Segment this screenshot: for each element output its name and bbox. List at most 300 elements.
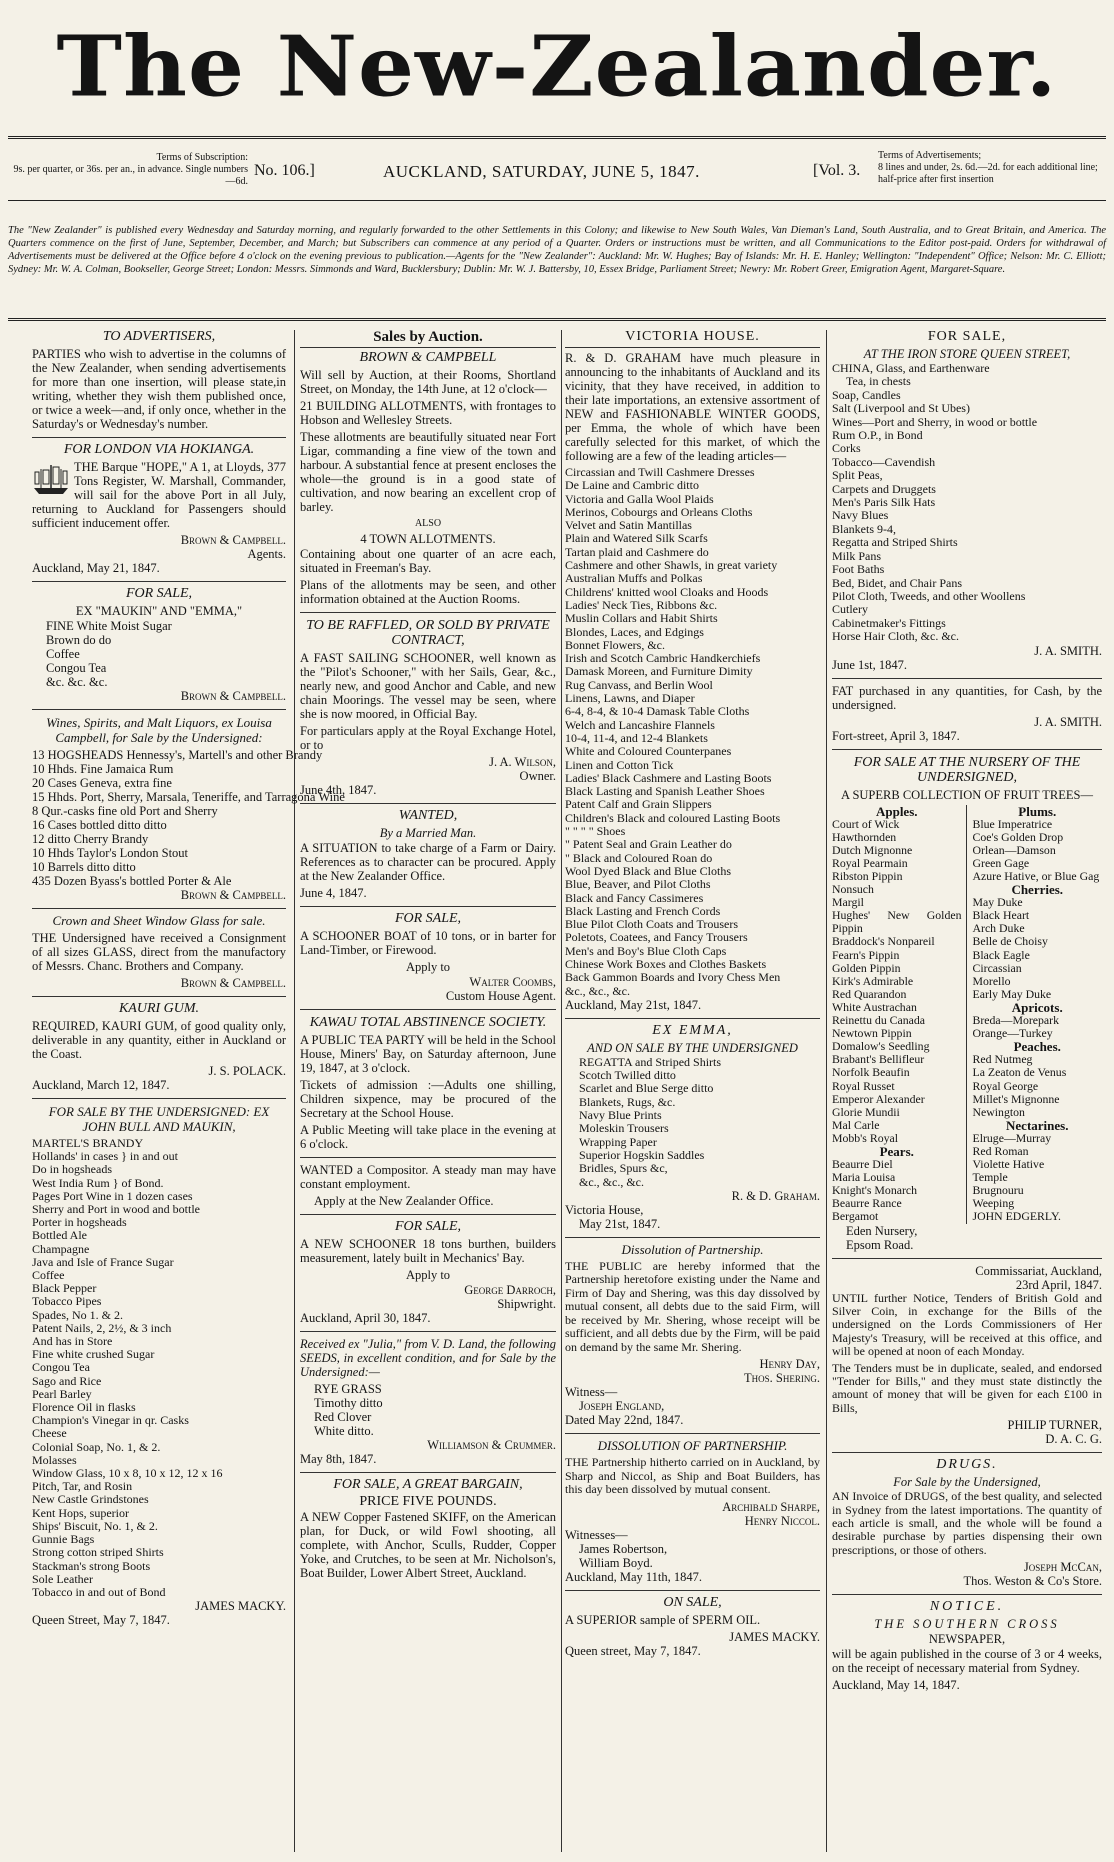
list-item: Belle de Choisy (972, 934, 1048, 949)
schooner-heading: FOR SALE, (394, 1219, 462, 1234)
list-item: Glorie Mundii (832, 1104, 900, 1119)
publication-notice: The "New Zealander" is published every Wednesday and Saturday morning, and regularly forwarded to the other Settlements in this Colony; and likewise to New South Wales, Van Dieman's Land, South Australia, and to Great Britain, and America. The Quarters commence on the first of June, September, December, and March; but Subscribers can commence at any period of a Quarter. Orders or instructions must be written, and all Communications to the Editor post-paid. Orders for withdrawal of Advertisements must be delivered at the Office before 4 o'clock on the evening previous to publication.—Agents for the "New Zealander": Auckland: Mr. W. Hughes; Bay of Islands: Mr. H. E. Hanley; Wellington: "Independent" Office; Nelson: Mr. C. Elliott; Sydney: Mr. W. A. Colman, Bookseller, George Street; London: Messrs. Simmonds and Ward, Bucklersbury; Dublin: Mr. W. J. Battersby, 10, Essex Bridge, Parliament Street; Newry: Mr. Robert Greer, Emigration Agent, Margaret-Square. (8, 225, 1106, 275)
schooner-signature: George Darroch, (464, 1283, 556, 1297)
list-item: Men's Paris Silk Hats (832, 495, 936, 510)
column-divider (294, 330, 295, 1852)
list-item: Tartan plaid and Cashmere do (565, 544, 709, 559)
iron-list (832, 362, 1102, 644)
list-item: Beaurre Rance (832, 1196, 902, 1211)
list-item: Moleskin Trousers (579, 1121, 669, 1136)
schooner-text: A NEW SCHOONER 18 tons burthen, builders measurement, lately built in Mechanics' Bay. (300, 1237, 556, 1265)
fruit-column-right (967, 805, 1103, 1224)
kauri-date: Auckland, March 12, 1847. (32, 1078, 170, 1092)
subscription-terms-title: Terms of Subscription: (156, 152, 248, 163)
list-item: Porter in hogsheads (32, 1215, 127, 1230)
list-item: Green Gage (972, 855, 1030, 870)
list-item: Ladies' Black Cashmere and Lasting Boots (565, 770, 772, 785)
nursery-road: Epsom Road. (846, 1237, 914, 1252)
list-item: Tea, in chests (846, 374, 911, 389)
list-item: Tobacco—Cavendish (832, 454, 936, 469)
list-item: Bed, Bidet, and Chair Pans (832, 575, 962, 590)
list-item: Morello (972, 973, 1011, 988)
list-item: Tobacco in and out of Bond (32, 1584, 166, 1599)
glass-heading: Crown and Sheet Window Glass for sale. (52, 913, 266, 928)
commissariat-heading: Commissariat, Auckland, (975, 1263, 1102, 1278)
drugs-store: Thos. Weston & Co's Store. (963, 1574, 1102, 1589)
fat-signature: J. A. SMITH. (1034, 714, 1102, 729)
list-item: Patent Nails, 2, 2½, & 3 inch (32, 1320, 172, 1335)
list-item: Congou Tea (32, 1360, 90, 1375)
list-item: Royal Russet (832, 1078, 895, 1093)
list-item: Orlean—Damson (972, 842, 1056, 857)
raffle-heading: TO BE RAFFLED, OR SOLD BY PRIVATE CONTRACT, (306, 618, 550, 648)
advertisement-terms-text: 8 lines and under, 2s. 6d.—2d. for each additional line; half-price after first insertion (878, 162, 1098, 185)
list-item: Elruge—Murray (972, 1130, 1052, 1145)
bull-date: Queen Street, May 7, 1847. (32, 1613, 170, 1628)
dissolution-heading: Dissolution of Partnership. (621, 1241, 764, 1257)
apricots-heading: Apricots. (1011, 999, 1063, 1015)
list-item: Blue Pilot Cloth Coats and Trousers (565, 917, 739, 932)
notice-text-1: THE SOUTHERN CROSS (874, 1617, 1060, 1632)
list-item: REGATTA and Striped Shirts (579, 1054, 722, 1069)
list-item: 10 Hhds Taylor's London Stout (32, 846, 189, 860)
list-item: Bonnet Flowers, &c. (565, 637, 665, 652)
list-item: Navy Blue Prints (579, 1108, 662, 1123)
divider (565, 1590, 820, 1591)
wanted-text: A SITUATION to take charge of a Farm or Dairy. References as to character can be procured. Apply at the New Zealander Office. (300, 841, 556, 883)
list-item: Coe's Golden Drop (972, 829, 1064, 844)
column-divider (826, 330, 827, 1852)
oil-date: Queen street, May 7, 1847. (565, 1643, 701, 1658)
divider (32, 996, 286, 997)
advertisement-terms (878, 150, 1108, 186)
list-item: Patent Calf and Grain Slippers (565, 797, 712, 812)
dissolution2-signature-2: Henry Niccol. (744, 1513, 820, 1528)
list-item: 10-4, 11-4, and 12-4 Blankets (565, 730, 708, 745)
fat-text: FAT purchased in any quantities, for Cash, by the undersigned. (832, 683, 1102, 712)
list-item: Foot Baths (832, 562, 885, 577)
list-item: Emperor Alexander (832, 1091, 925, 1106)
dissolution2-signature-1: Archibald Sharpe, (722, 1499, 820, 1514)
divider (832, 1452, 1102, 1453)
divider (32, 908, 286, 909)
list-item: Sole Leather (32, 1571, 93, 1586)
list-item: Coffee (46, 647, 80, 661)
list-item: Scarlet and Blue Serge ditto (579, 1081, 714, 1096)
raffle-text: A FAST SAILING SCHOONER, well known as the "Pilot's Schooner," with her Sails, Gear, &c., nearly new, and good Anchor and Cable, and new chain Moorings. The vessel may be seen, where she is now moored, in Official Bay. (300, 651, 556, 721)
iron-signature: J. A. SMITH. (1034, 643, 1102, 658)
dissolution2-witness-1: James Robertson, (579, 1541, 668, 1556)
oil-text: A SUPERIOR sample of SPERM OIL. (565, 1612, 761, 1627)
divider (300, 1331, 556, 1332)
list-item: Stackman's strong Boots (32, 1558, 151, 1573)
also-label: ALSO (414, 518, 442, 529)
list-item: Carpets and Druggets (832, 481, 936, 496)
allotments-text: 21 BUILDING ALLOTMENTS, with frontages to Hobson and Wellesley Streets. (300, 399, 556, 427)
list-item: " Patent Seal and Grain Leather do (565, 837, 732, 852)
commissariat-text: UNTIL further Notice, Tenders of British Gold and Silver Coin, in exchange for the Bills of the undersigned on the Lords Commissioners of Her Majesty's Treasury, will be received at this office, and will be opened at noon of each Monday. (832, 1290, 1102, 1359)
boat-signature: Walter Coombs, (469, 975, 556, 989)
ship-icon (32, 462, 70, 496)
notice-text-3: will be again published in the course of 3 or 4 weeks, on the receipt of necessary material from Sydney. (832, 1647, 1102, 1676)
list-item: Muslin Collars and Habit Shirts (565, 611, 718, 626)
list-item: Blankets, Rugs, &c. (579, 1094, 676, 1109)
nursery-text: A SUPERB COLLECTION OF FRUIT TREES— (840, 787, 1093, 802)
kawau-text: A PUBLIC TEA PARTY will be held in the School House, Miners' Bay, on Saturday afternoon, June 19, 1847, at 3 o'clock. (300, 1033, 556, 1075)
seeds-list (300, 1382, 556, 1438)
list-item: Mobb's Royal (832, 1130, 899, 1145)
list-item: Circassian and Twill Cashmere Dresses (565, 465, 755, 479)
list-item: Split Peas, (832, 468, 883, 483)
list-item: Back Gammon Boards and Ivory Chess Men (565, 970, 781, 985)
list-item: New Castle Grindstones (32, 1492, 149, 1507)
list-item: Milk Pans (832, 548, 882, 563)
list-item: Soap, Candles (832, 387, 901, 402)
allotments-description: These allotments are beautifully situated near Fort Ligar, commanding a fine view of the town and harbour. A substantial fence at present encloses the whole—the ground is in a good state of cultivation, and now bearing an excellent crop of barley. (300, 430, 556, 514)
list-item: Violette Hative (972, 1157, 1045, 1172)
dissolution-date: Dated May 22nd, 1847. (565, 1413, 684, 1428)
list-item: Irish and Scotch Cambric Handkerchiefs (565, 651, 761, 666)
victoria-heading: VICTORIA HOUSE. (625, 329, 760, 344)
list-item: Welch and Lancashire Flannels (565, 717, 715, 732)
hokianga-signature: Brown & Campbell. (180, 533, 286, 547)
list-item: 8 Qur.-casks fine old Port and Sherry (32, 804, 218, 818)
nursery-place: Eden Nursery, (846, 1223, 918, 1238)
list-item: Corks (832, 441, 861, 456)
list-item: Blue Imperatrice (972, 816, 1053, 831)
list-item: Royal Pearmain (832, 855, 908, 870)
column-2 (300, 328, 556, 1854)
list-item: Court of Wick (832, 816, 900, 831)
advertisers-text: PARTIES who wish to advertise in the columns of the New Zealander, when sending advertisements for more than one insertion, will please state,in writing, whether they wish them published once, or twice a week—and, if only once, whether in the Saturday's or Wednesday's number. (32, 347, 286, 431)
list-item: Florence Oil in flasks (32, 1400, 136, 1415)
list-item: Newtown Pippin (832, 1026, 912, 1041)
advertisement-terms-title: Terms of Advertisements; (878, 150, 982, 161)
nectarines-heading: Nectarines. (1006, 1117, 1069, 1133)
kawau-text-2: Tickets of admission :—Adults one shilling, Children sixpence, may be procured of the Secretary at the School House. (300, 1078, 556, 1120)
list-item: Spades, No 1. & 2. (32, 1307, 123, 1322)
list-item: Blue, Beaver, and Pilot Cloths (565, 877, 711, 892)
kauri-heading: KAURI GUM. (118, 1001, 200, 1016)
fruit-column-left (832, 805, 967, 1224)
list-item: Pages Port Wine in 1 dozen cases (32, 1188, 193, 1203)
seeds-date: May 8th, 1847. (300, 1452, 377, 1466)
hokianga-heading: FOR LONDON VIA HOKIANGA. (63, 442, 255, 457)
list-item: Red Clover (314, 1410, 372, 1424)
list-item: 435 Dozen Byass's bottled Porter & Ale (32, 874, 232, 888)
commissariat-signature-2: D. A. C. G. (1045, 1432, 1102, 1447)
list-item: Childrens' knitted wool Cloaks and Hoods (565, 584, 769, 599)
list-item: MARTEL'S BRANDY (32, 1136, 144, 1150)
list-item: Plain and Watered Silk Scarfs (565, 531, 708, 546)
list-item: CHINA, Glass, and Earthenware (832, 361, 990, 375)
list-item: Fearn's Pippin (832, 947, 900, 962)
column-4 (832, 328, 1102, 1854)
list-item: Pilot Cloth, Tweeds, and other Woollens (832, 588, 1026, 603)
list-item: Gunnie Bags (32, 1532, 95, 1547)
list-item: Red Quarandon (832, 986, 907, 1001)
list-item: Sherry and Port in wood and bottle (32, 1202, 200, 1217)
drugs-signature: Joseph McCan, (1023, 1560, 1102, 1575)
list-item: " Black and Coloured Roan do (565, 850, 713, 865)
list-item: Window Glass, 10 x 8, 10 x 12, 12 x 16 (32, 1466, 223, 1481)
list-item: Superior Hogskin Saddles (579, 1147, 705, 1162)
list-item: Ships' Biscuit, No. 1, & 2. (32, 1518, 158, 1533)
list-item: Bridles, Spurs &c, (579, 1161, 668, 1176)
plans-text: Plans of the allotments may be seen, and other information obtained at the Auction Rooms. (300, 578, 556, 606)
list-item: Brabant's Bellifleur (832, 1052, 925, 1067)
list-item: Scotch Twilled ditto (579, 1068, 676, 1083)
list-item: &c. &c. &c. (46, 675, 108, 689)
fruit-trees-table (832, 805, 1102, 1224)
iron-heading: FOR SALE, (927, 329, 1007, 344)
list-item: Golden Pippin (832, 960, 901, 975)
list-item: Wool Dyed Black and Blue Cloths (565, 863, 732, 878)
divider (300, 347, 556, 348)
wines-heading: Wines, Spirits, and Malt Liquors, ex Louisa Campbell, for Sale by the Undersigned: (46, 715, 272, 745)
glass-text: THE Undersigned have received a Consignment of all sizes GLASS, direct from the manufactory of Messrs. Chanc. Brothers and Company. (32, 931, 286, 973)
list-item: Brown do do (46, 633, 112, 647)
column-divider (561, 330, 562, 1852)
dissolution-signature-1: Henry Day, (759, 1357, 820, 1372)
list-item: Orange—Turkey (972, 1026, 1053, 1041)
schooner-apply: Apply to (405, 1268, 451, 1282)
wanted-heading: WANTED, (398, 808, 458, 823)
sale1-heading: FOR SALE, (125, 586, 193, 601)
divider (832, 678, 1102, 679)
emma-signature: R. & D. Graham. (731, 1188, 820, 1203)
drugs-text: AN Invoice of DRUGS, of the best quality, and selected in Sydney from the latest importations. The quantity of each article is small, and the whole will be found a desirable purchase by parties dispensing their own prescriptions, or those of others. (832, 1489, 1102, 1557)
list-item: RYE GRASS (314, 1382, 382, 1396)
raffle-date: June 4th, 1847. (300, 783, 377, 797)
divider (300, 803, 556, 804)
masthead-rule (8, 136, 1106, 139)
schooner-date: Auckland, April 30, 1847. (300, 1311, 431, 1325)
divider (32, 437, 286, 438)
list-item: Champion's Vinegar in qr. Casks (32, 1413, 189, 1428)
kauri-signature: J. S. POLACK. (208, 1064, 286, 1078)
list-item: Rum O.P., in Bond (832, 428, 923, 443)
drugs-heading: DRUGS. (936, 1457, 998, 1473)
issue-number: No. 106.] (254, 162, 315, 179)
dissolution2-witness-2: William Boyd. (579, 1555, 653, 1570)
wines-signature: Brown & Campbell. (180, 888, 286, 902)
list-item: Australian Muffs and Polkas (565, 571, 703, 586)
divider (300, 1157, 556, 1158)
list-item: Molasses (32, 1452, 77, 1467)
dissolution2-heading: DISSOLUTION OF PARTNERSHIP. (597, 1438, 788, 1454)
list-item: Horse Hair Cloth, &c. &c. (832, 629, 959, 644)
list-item: Fine white crushed Sugar (32, 1347, 155, 1362)
apples-heading: Apples. (875, 803, 918, 819)
advertisers-heading: TO ADVERTISERS, (102, 329, 216, 344)
divider (832, 1594, 1102, 1595)
list-item: Circassian (972, 960, 1022, 975)
list-item: 10 Barrels ditto ditto (32, 860, 136, 874)
list-item: Linens, Lawns, and Diaper (565, 691, 695, 706)
list-item: West India Rum } of Bond. (32, 1175, 164, 1190)
kawau-text-3: A Public Meeting will take place in the evening at 6 o'clock. (300, 1123, 556, 1151)
list-item: &c., &c., &c. (565, 983, 630, 998)
list-item: Cutlery (832, 602, 868, 617)
town-allotments: 4 TOWN ALLOTMENTS. (360, 532, 496, 546)
dissolution2-text: THE Partnership hitherto carried on in Auckland, by Sharp and Niccol, as Ship and Boat Builders, has this day been dissolved by mutual consent. (565, 1455, 820, 1497)
list-item: Strong cotton striped Shirts (32, 1545, 164, 1560)
list-item: Tobacco Pipes (32, 1294, 102, 1309)
emma-date: May 21st, 1847. (579, 1216, 661, 1231)
subscription-terms-text: 9s. per quarter, or 36s. per an., in advance. Single numbers—6d. (13, 164, 248, 187)
list-item: Sago and Rice (32, 1373, 102, 1388)
wanted-subheading: By a Married Man. (379, 826, 477, 840)
compositor-apply: Apply at the New Zealander Office. (314, 1194, 494, 1208)
divider (832, 1258, 1102, 1259)
list-item: 10 Hhds. Fine Jamaica Rum (32, 762, 174, 776)
list-item: Men's and Boy's Blue Cloth Caps (565, 943, 727, 958)
divider (565, 347, 820, 348)
list-item: 15 Hhds. Port, Sherry, Marsala, Teneriffe, and Tarragona Wine (32, 790, 345, 804)
list-item: Regatta and Striped Shirts (832, 535, 958, 550)
divider (300, 1472, 556, 1473)
list-item: Newington (972, 1104, 1025, 1119)
emma-place: Victoria House, (565, 1202, 644, 1217)
divider (300, 906, 556, 907)
list-item: Cheese (32, 1426, 67, 1441)
seeds-signature: Williamson & Crummer. (427, 1438, 556, 1452)
list-item: And has in Store (32, 1334, 113, 1349)
commissariat-date: 23rd April, 1847. (1015, 1277, 1102, 1292)
divider (565, 1018, 820, 1019)
nursery-heading: FOR SALE AT THE NURSERY OF THE UNDERSIGNED, (853, 754, 1081, 785)
pears-heading: Pears. (879, 1143, 914, 1159)
divider (32, 581, 286, 582)
issue-date: AUCKLAND, SATURDAY, JUNE 5, 1847. (383, 162, 700, 181)
list-item: Victoria and Galla Wool Plaids (565, 491, 714, 506)
list-item: Blankets 9-4, (832, 521, 896, 536)
list-item: Breda—Morepark (972, 1013, 1059, 1028)
list-item: Black Heart (972, 908, 1030, 923)
compositor-text: WANTED a Compositor. A steady man may have constant employment. (300, 1163, 556, 1191)
dateline-bar (8, 144, 1106, 194)
kawau-heading: KAWAU TOTAL ABSTINENCE SOCIETY. (309, 1015, 547, 1030)
oil-signature: JAMES MACKY. (729, 1629, 820, 1644)
list-item: Velvet and Satin Mantillas (565, 518, 692, 533)
list-item: Children's Black and coloured Lasting Boots (565, 810, 781, 825)
list-item: " " " " Shoes (565, 824, 626, 839)
list-item: May Duke (972, 895, 1023, 910)
bargain-heading: FOR SALE, A GREAT BARGAIN, (333, 1477, 523, 1492)
list-item: Red Roman (972, 1143, 1029, 1158)
bull-list (32, 1137, 286, 1599)
list-item: &c., &c., &c. (579, 1174, 644, 1189)
list-item: Mal Carle (832, 1117, 880, 1132)
notice-text-2: NEWSPAPER, (928, 1632, 1006, 1647)
emma-heading: EX EMMA, (652, 1022, 733, 1038)
list-item: La Zeaton de Venus (972, 1065, 1067, 1080)
list-item: Black Eagle (972, 947, 1030, 962)
list-item: Braddock's Nonpareil (832, 934, 935, 949)
intro-rule (8, 318, 1106, 321)
emma-list (565, 1056, 820, 1189)
bargain-text: A NEW Copper Fastened SKIFF, on the American plan, for Duck, or wild Fowl shooting, all complete, with Anchor, Sculls, Rudder, Copper Yoke, and Crutches, to be seen at Mr. Nicholson's, Boat Builder, Lower Albert Street, Auckland. (300, 1510, 556, 1580)
list-item: Poletots, Coatees, and Fancy Trousers (565, 930, 748, 945)
list-item: Salt (Liverpool and St Ubes) (832, 401, 970, 416)
divider (565, 1237, 820, 1238)
iron-subheading: AT THE IRON STORE QUEEN STREET, (863, 347, 1071, 361)
dissolution-signature-2: Thos. Shering. (744, 1371, 820, 1386)
list-item: Timothy ditto (314, 1396, 383, 1410)
boat-text: A SCHOONER BOAT of 10 tons, or in barter for Land-Timber, or Firewood. (300, 929, 556, 957)
schooner-signature-2: Shipwright. (497, 1297, 556, 1311)
list-item: White ditto. (314, 1424, 374, 1438)
list-item: 12 ditto Cherry Brandy (32, 832, 149, 846)
list-item: Millet's Mignonne (972, 1091, 1060, 1106)
list-item: Wines—Port and Sherry, in wood or bottle (832, 414, 1038, 429)
bull-heading: FOR SALE BY THE UNDERSIGNED: EX JOHN BULL AND MAUKIN, (48, 1104, 270, 1134)
divider (300, 1009, 556, 1010)
bull-signature: JAMES MACKY. (195, 1599, 286, 1614)
list-item: Nonsuch (832, 882, 874, 897)
list-item: Maria Louisa (832, 1170, 896, 1185)
list-item: Brugnouru (972, 1183, 1024, 1198)
victoria-text: R. & D. GRAHAM have much pleasure in announcing to the inhabitants of Auckland and its vicinity, that they have received, in addition to their late importations, an extensive assortment of NEW and FASHIONABLE WINTER GOODS, per Emma, the whole of which have been carefully selected for this market, of which the following are a few of the leading articles— (565, 351, 820, 463)
divider (300, 1214, 556, 1215)
raffle-signature: J. A. Wilson, (489, 755, 556, 769)
hokianga-agents: Agents. (247, 547, 286, 561)
divider (832, 749, 1102, 750)
list-item: Ribston Pippin (832, 869, 903, 883)
list-item: 13 HOGSHEADS Hennessy's, Martell's and other Brandy (32, 748, 323, 762)
raffle-owner: Owner. (519, 769, 556, 783)
list-item: Hughes' New Golden Pippin (832, 908, 962, 936)
emma-subheading: AND ON SALE BY THE UNDERSIGNED (587, 1040, 798, 1055)
divider (32, 1098, 286, 1099)
list-item: Ladies' Neck Ties, Ribbons &c. (565, 597, 718, 612)
hokianga-date: Auckland, May 21, 1847. (32, 561, 160, 575)
boat-signature-2: Custom House Agent. (445, 989, 556, 1003)
list-item: Pitch, Tar, and Rosin (32, 1479, 133, 1494)
list-item: Knight's Monarch (832, 1183, 918, 1198)
list-item: Hawthornden (832, 829, 897, 844)
town-description: Containing about one quarter of an acre each, situated in Freeman's Bay. (300, 547, 556, 575)
list-item: Azure Hative, or Blue Gag (972, 869, 1100, 883)
list-item: Norfolk Beaufin (832, 1065, 910, 1080)
sale1-list (32, 619, 286, 689)
list-item: Pearl Barley (32, 1386, 92, 1401)
notice-heading: NOTICE. (929, 1599, 1005, 1615)
list-item: Reinettu du Canada (832, 1013, 926, 1028)
list-item: De Laine and Cambric ditto (565, 478, 699, 493)
list-item: Linen and Cotton Tick (565, 757, 674, 772)
raffle-text-2: For particulars apply at the Royal Exchange Hotel, or to (300, 724, 556, 752)
list-item: Royal George (972, 1078, 1039, 1093)
masthead-title: The New-Zealander. (56, 16, 1058, 116)
dissolution-witness: Witness— (565, 1385, 618, 1400)
list-item: Wrapping Paper (579, 1134, 657, 1149)
oil-heading: ON SALE, (663, 1594, 722, 1610)
list-item: Hollands' in cases } in and out (32, 1149, 178, 1164)
nursery-signature: JOHN EDGERLY. (972, 1209, 1061, 1224)
list-item: 20 Cases Geneva, extra fine (32, 776, 172, 790)
list-item: Bergamot (832, 1209, 879, 1224)
list-item: FINE White Moist Sugar (46, 619, 172, 633)
list-item: Black Lasting and French Cords (565, 903, 721, 918)
bargain-price: PRICE FIVE POUNDS. (359, 1494, 497, 1509)
hokianga-text: THE Barque "HOPE," A 1, at Lloyds, 377 Tons Register, W. Marshall, Commander, will sail for the above Port in all July, returning to Auckland for Passengers should sufficient inducement offer. (32, 460, 286, 530)
list-item: Red Nutmeg (972, 1052, 1033, 1067)
victoria-list (565, 466, 820, 998)
auction-text: Will sell by Auction, at their Rooms, Shortland Street, on Monday, the 14th June, at 12 o'clock— (300, 368, 556, 396)
divider (565, 1433, 820, 1434)
